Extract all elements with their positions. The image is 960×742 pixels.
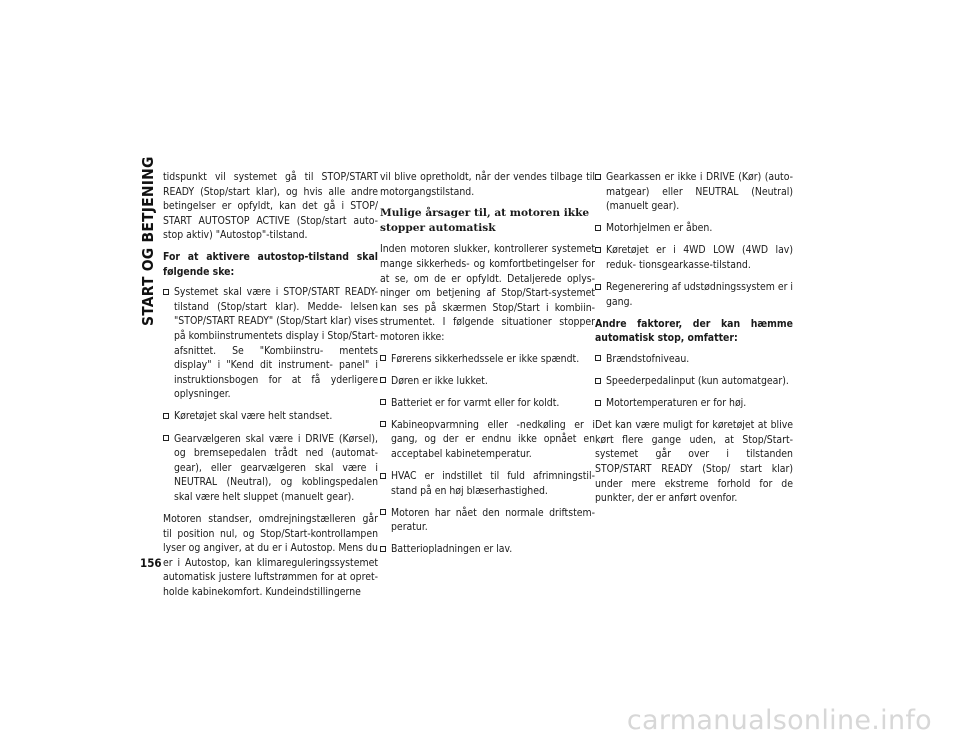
list-item: Køretøjet skal være helt standset. [163, 409, 378, 424]
square-bullet-icon [380, 473, 386, 479]
square-bullet-icon [163, 413, 169, 419]
list-item: Gearvælgeren skal være i DRIVE (Kørsel), og bremsepedalen trådt ned (automat- gear), eller gearvælgeren skal være i NEUTRAL (Neutral), og koblingspedalen skal være helt sluppet (manuelt gear). [163, 432, 378, 505]
list-item: Gearkassen er ikke i DRIVE (Kør) (auto- matgear) eller NEUTRAL (Neutral) (manuelt gear). [595, 170, 793, 214]
square-bullet-icon [380, 546, 386, 552]
chapter-side-tab [139, 156, 157, 570]
subheading: For at aktivere autostop-tilstand skal følgende ske: [163, 250, 378, 278]
paragraph: vil blive opretholdt, når der vendes tilbage til motorgangstilstand. [380, 171, 595, 198]
square-bullet-icon [163, 435, 169, 441]
square-bullet-icon [380, 399, 386, 405]
list-item: Motoren har nået den normale driftstem- peratur. [380, 506, 595, 535]
list-item: Motorhjelmen er åben. [595, 221, 793, 236]
square-bullet-icon [380, 377, 386, 383]
bullet-list [380, 352, 595, 558]
square-bullet-icon [595, 284, 601, 290]
paragraph: tidspunkt vil systemet gå til STOP/START READY (Stop/start klar), og hvis alle andre betingelser er opfyldt, kan det gå i STOP/ START AUTOSTOP ACTIVE (Stop/start auto- stop aktiv) "Autostop"-tilstand. [163, 171, 378, 242]
bullet-list [595, 170, 793, 309]
chapter-title: START OG BETJENING [139, 156, 157, 326]
section-heading: Mulige årsager til, at motoren ikke stopper automatisk [380, 207, 590, 234]
bullet-list [163, 285, 378, 504]
watermark: carmanualsonline.info [626, 705, 932, 736]
list-item: Motortemperaturen er for høj. [595, 396, 793, 411]
square-bullet-icon [595, 247, 601, 253]
paragraph: Inden motoren slukker, kontrollerer systemet mange sikkerheds- og komfortbetingelser for at se, om de er opfyldt. Detaljerede oplys- ninger om betjening af Stop/Start-systemet kan ses på skærmen Stop/Start i kombiin- strumentet. I følgende situationer stopper motoren ikke: [380, 243, 595, 343]
bullet-list [595, 352, 793, 411]
list-item: HVAC er indstillet til fuld afrimningstil- stand på en høj blæserhastighed. [380, 469, 595, 498]
list-item: Køretøjet er i 4WD LOW (4WD lav) reduk- tionsgearkasse-tilstand. [595, 243, 793, 272]
page-number: 156 [140, 556, 162, 570]
square-bullet-icon [595, 378, 601, 384]
square-bullet-icon [595, 225, 601, 231]
square-bullet-icon [163, 289, 169, 295]
paragraph: Motoren standser, omdrejningstælleren går til position nul, og Stop/Start-kontrollampen lyser og angiver, at du er i Autostop. Mens du er i Autostop, kan klimareguleringssystemet automatisk justere luftstrømmen for at opret- holde kabinekomfort. Kundeindstillingerne [163, 512, 378, 598]
square-bullet-icon [595, 355, 601, 361]
list-item: Brændstofniveau. [595, 352, 793, 367]
list-item: Batteriet er for varmt eller for koldt. [380, 396, 595, 411]
column-2 [380, 170, 595, 565]
square-bullet-icon [380, 355, 386, 361]
list-item: Førerens sikkerhedssele er ikke spændt. [380, 352, 595, 367]
subheading: Andre faktorer, der kan hæmme automatisk stop, omfatter: [595, 317, 793, 345]
list-item: Systemet skal være i STOP/START READY-tilstand (Stop/start klar). Medde- lelsen "STOP/START READY" (Stop/Start klar) vises på kombiinstrumentets display i Stop/Start-afsnittet. Se "Kombiinstru- mentets display" i "Kend dit instrument- panel" i instruktionsbogen for at få yderligere oplysninger. [163, 285, 378, 402]
square-bullet-icon [380, 509, 386, 515]
list-item: Kabineopvarmning eller -nedkøling er i gang, og der er endnu ikke opnået en acceptabel kabinetemperatur. [380, 418, 595, 462]
square-bullet-icon [380, 421, 386, 427]
list-item: Døren er ikke lukket. [380, 374, 595, 389]
column-1 [163, 170, 378, 607]
list-item: Speederpedalinput (kun automatgear). [595, 374, 793, 389]
column-3 [595, 170, 793, 513]
list-item: Batteriopladningen er lav. [380, 542, 595, 557]
list-item: Regenerering af udstødningssystem er i gang. [595, 280, 793, 309]
paragraph: Det kan være muligt for køretøjet at blive kørt flere gange uden, at Stop/Start-systemet går over i tilstanden STOP/START READY (Stop/ start klar) under mere ekstreme forhold for de punkter, der er anført ovenfor. [595, 419, 793, 505]
square-bullet-icon [595, 400, 601, 406]
square-bullet-icon [595, 174, 601, 180]
